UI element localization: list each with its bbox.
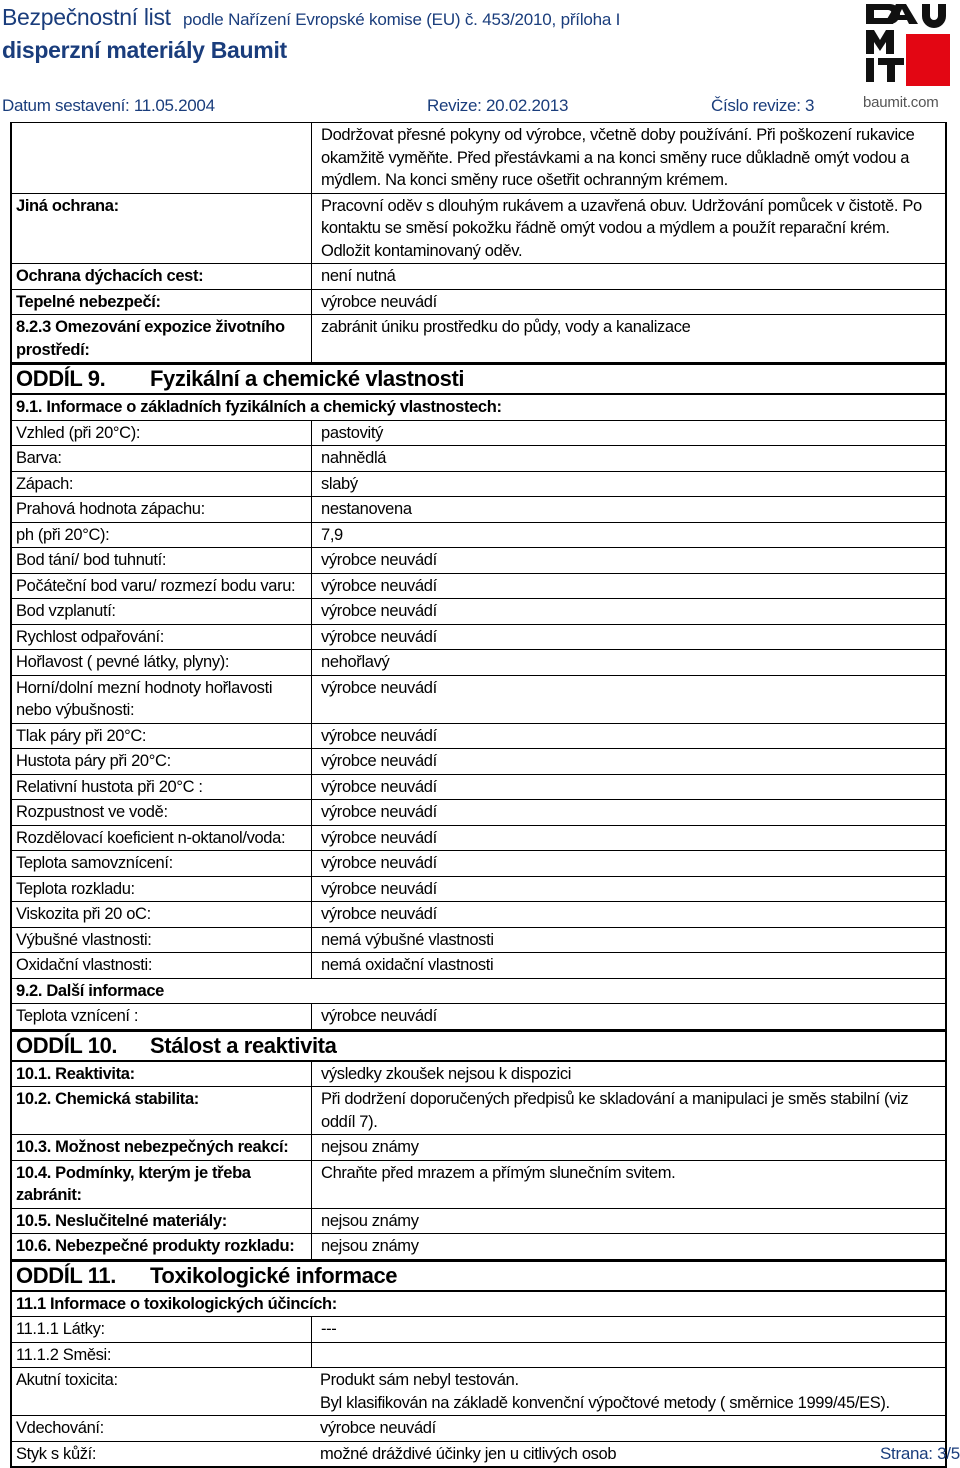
table-row — [10, 902, 947, 928]
table-row — [10, 574, 947, 600]
property-label: Prahová hodnota zápachu: — [12, 497, 311, 522]
property-value: výrobce neuvádí — [311, 749, 945, 774]
property-value: pastovitý — [311, 421, 945, 446]
table-row — [10, 724, 947, 750]
section-9-table — [10, 421, 947, 979]
section-9-heading: ODDÍL 9. Fyzikální a chemické vlastnosti — [10, 363, 947, 395]
inhalation-value: výrobce neuvádí — [311, 1416, 945, 1441]
substances-row — [10, 1317, 947, 1343]
property-label: Oxidační vlastnosti: — [12, 953, 311, 978]
other-protection-row — [10, 194, 947, 265]
property-label: Horní/dolní mezní hodnoty hořlavosti nebo výbušnosti: — [12, 676, 311, 723]
property-value: výsledky zkoušek nejsou k dispozici — [311, 1062, 945, 1087]
respiratory-label: Ochrana dýchacích cest: — [12, 264, 311, 289]
revision-date: Revize: 20.02.2013 — [427, 96, 568, 116]
document-title: Bezpečnostní list podle Nařízení Evropské komise (EU) č. 453/2010, příloha I — [2, 4, 620, 31]
mixtures-label: 11.1.2 Směsi: — [12, 1343, 311, 1368]
property-value: nestanovena — [311, 497, 945, 522]
property-label: Tlak páry při 20°C: — [12, 724, 311, 749]
property-value: výrobce neuvádí — [311, 724, 945, 749]
property-label: Teplota rozkladu: — [12, 877, 311, 902]
table-row — [10, 548, 947, 574]
property-value: 7,9 — [311, 523, 945, 548]
property-label: Relativní hustota při 20°C : — [12, 775, 311, 800]
section-11-heading: ODDÍL 11. Toxikologické informace — [10, 1260, 947, 1292]
table-row — [10, 1161, 947, 1209]
property-value: nemá výbušné vlastnosti — [311, 928, 945, 953]
property-label: 10.2. Chemická stabilita: — [12, 1087, 311, 1134]
substances-value: --- — [311, 1317, 945, 1342]
property-value: nejsou známy — [311, 1234, 945, 1259]
other-protection-label: Jiná ochrana: — [12, 194, 311, 264]
page-number: Strana: 3/5 — [880, 1444, 960, 1464]
property-label: Teplota samovznícení: — [12, 851, 311, 876]
table-row — [10, 1234, 947, 1260]
other-protection-value: Pracovní oděv s dlouhým rukávem a uzavřená obuv. Udržování pomůcek v čistotě. Po kontaktu se směsí pokožku řádně omýt vodou a mýdlem a použít reparační krém. Odložit kontaminovaný oděv. — [311, 194, 945, 264]
property-value: nemá oxidační vlastnosti — [311, 953, 945, 978]
table-row — [10, 650, 947, 676]
substances-label: 11.1.1 Látky: — [12, 1317, 311, 1342]
property-label: Zápach: — [12, 472, 311, 497]
page-header — [0, 0, 960, 122]
property-label: 10.1. Reaktivita: — [12, 1062, 311, 1087]
section-11-1-subheading: 11.1 Informace o toxikologických účincích: — [10, 1292, 947, 1318]
property-label: Barva: — [12, 446, 311, 471]
property-value: nehořlavý — [311, 650, 945, 675]
thermal-label: Tepelné nebezpečí: — [12, 290, 311, 315]
property-label: Rychlost odpařování: — [12, 625, 311, 650]
property-label: Bod tání/ bod tuhnutí: — [12, 548, 311, 573]
gloves-row — [10, 122, 947, 194]
section-10-heading: ODDÍL 10. Stálost a reaktivita — [10, 1030, 947, 1062]
property-value: slabý — [311, 472, 945, 497]
table-row — [10, 599, 947, 625]
gloves-value: Dodržovat přesné pokyny od výrobce, včetně doby používání. Při poškození rukavice okamžitě vyměňte. Před přestávkami a na konci směny ruce důkladně omýt vodou a mýdlem. Na konci směny ruce ošetřit ochranným krémem. — [311, 123, 945, 193]
table-row — [10, 826, 947, 852]
respiratory-value: není nutná — [311, 264, 945, 289]
table-row — [10, 421, 947, 447]
inhalation-label: Vdechování: — [12, 1416, 311, 1441]
acute-toxicity-row — [10, 1368, 947, 1416]
property-value: výrobce neuvádí — [311, 625, 945, 650]
acute-toxicity-value: Produkt sám nebyl testován. Byl klasifikován na základě konvenční výpočtové metody ( směrnice 1999/45/ES). — [311, 1368, 945, 1415]
property-label: 10.3. Možnost nebezpečných reakcí: — [12, 1135, 311, 1160]
property-label: Výbušné vlastnosti: — [12, 928, 311, 953]
respiratory-row — [10, 264, 947, 290]
table-row — [10, 625, 947, 651]
skin-contact-label: Styk s kůží: — [12, 1442, 311, 1467]
property-value: výrobce neuvádí — [311, 574, 945, 599]
document-body — [10, 122, 947, 1468]
ignition-label: Teplota vznícení : — [12, 1004, 311, 1029]
property-label: Počáteční bod varu/ rozmezí bodu varu: — [12, 574, 311, 599]
table-row — [10, 928, 947, 954]
table-row — [10, 953, 947, 979]
environment-value: zabránit úniku prostředku do půdy, vody a kanalizace — [311, 315, 945, 362]
table-row — [10, 523, 947, 549]
property-label: Rozpustnost ve vodě: — [12, 800, 311, 825]
ignition-value: výrobce neuvádí — [311, 1004, 945, 1029]
property-value: Při dodržení doporučených předpisů ke skladování a manipulaci je směs stabilní (viz oddíl 7). — [311, 1087, 945, 1134]
product-name: disperzní materiály Baumit — [2, 37, 287, 64]
compile-date: Datum sestavení: 11.05.2004 — [2, 96, 215, 116]
property-value: výrobce neuvádí — [311, 775, 945, 800]
table-row — [10, 497, 947, 523]
skin-contact-row — [10, 1442, 947, 1468]
skin-contact-value: možné dráždivé účinky jen u citlivých osob — [311, 1442, 945, 1467]
environment-row — [10, 315, 947, 363]
property-label: ph (při 20°C): — [12, 523, 311, 548]
property-label: 10.5. Neslučitelné materiály: — [12, 1209, 311, 1234]
property-value: výrobce neuvádí — [311, 676, 945, 723]
property-value: Chraňte před mrazem a přímým slunečním svitem. — [311, 1161, 945, 1208]
property-value: nahnědlá — [311, 446, 945, 471]
baumit-logo-icon — [862, 0, 954, 92]
property-value: výrobce neuvádí — [311, 851, 945, 876]
property-value: výrobce neuvádí — [311, 800, 945, 825]
property-value: nejsou známy — [311, 1135, 945, 1160]
section-9-2-subheading: 9.2. Další informace — [10, 979, 947, 1005]
property-label: Rozdělovací koeficient n-oktanol/voda: — [12, 826, 311, 851]
property-label: 10.6. Nebezpečné produkty rozkladu: — [12, 1234, 311, 1259]
ignition-row — [10, 1004, 947, 1030]
mixtures-row — [10, 1343, 947, 1369]
property-label: 10.4. Podmínky, kterým je třeba zabránit: — [12, 1161, 311, 1208]
environment-label: 8.2.3 Omezování expozice životního prostředí: — [12, 315, 311, 362]
thermal-row — [10, 290, 947, 316]
inhalation-row — [10, 1416, 947, 1442]
property-value: výrobce neuvádí — [311, 877, 945, 902]
property-value: nejsou známy — [311, 1209, 945, 1234]
table-row — [10, 446, 947, 472]
table-row — [10, 877, 947, 903]
table-row — [10, 676, 947, 724]
table-row — [10, 1062, 947, 1088]
logo-url: baumit.com — [863, 94, 939, 111]
acute-toxicity-label: Akutní toxicita: — [12, 1368, 311, 1415]
property-label: Hustota páry při 20°C: — [12, 749, 311, 774]
table-row — [10, 1087, 947, 1135]
property-label: Vzhled (při 20°C): — [12, 421, 311, 446]
property-value: výrobce neuvádí — [311, 826, 945, 851]
revision-number: Číslo revize: 3 — [711, 96, 814, 116]
thermal-value: výrobce neuvádí — [311, 290, 945, 315]
property-value: výrobce neuvádí — [311, 548, 945, 573]
section-10-table — [10, 1062, 947, 1260]
table-row — [10, 775, 947, 801]
section-9-1-subheading: 9.1. Informace o základních fyzikálních a chemický vlastnostech: — [10, 395, 947, 421]
property-label: Hořlavost ( pevné látky, plyny): — [12, 650, 311, 675]
property-value: výrobce neuvádí — [311, 599, 945, 624]
table-row — [10, 749, 947, 775]
table-row — [10, 472, 947, 498]
property-label: Viskozita při 20 oC: — [12, 902, 311, 927]
table-row — [10, 1209, 947, 1235]
table-row — [10, 1135, 947, 1161]
property-label: Bod vzplanutí: — [12, 599, 311, 624]
property-value: výrobce neuvádí — [311, 902, 945, 927]
table-row — [10, 851, 947, 877]
table-row — [10, 800, 947, 826]
